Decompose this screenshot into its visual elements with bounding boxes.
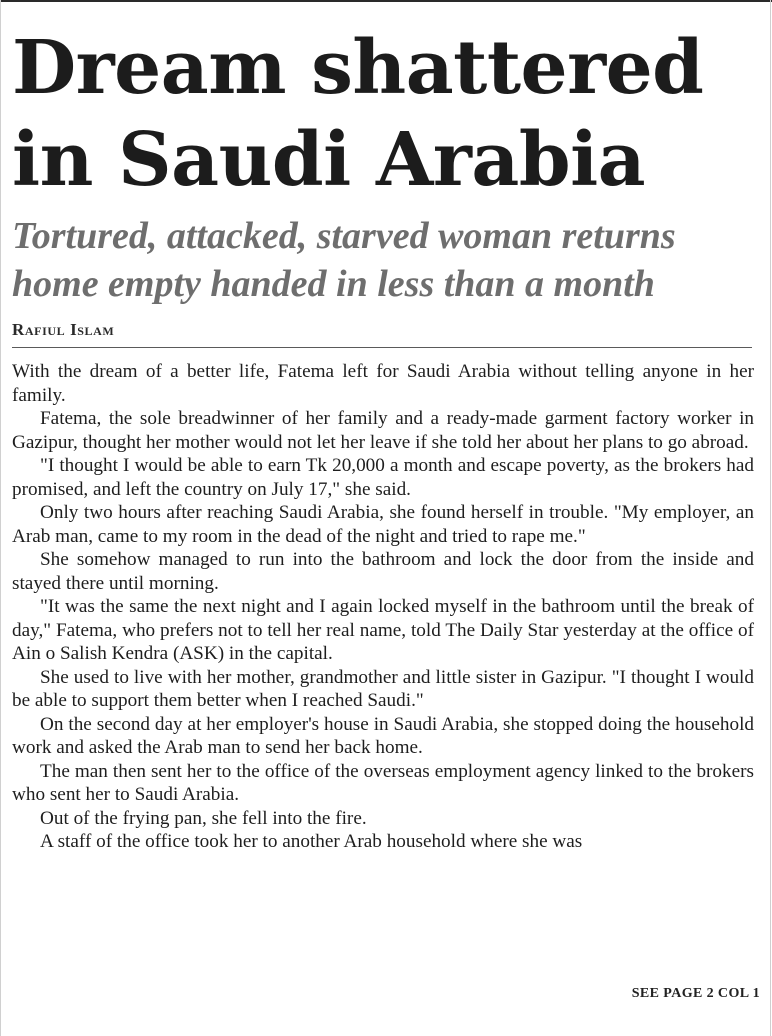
body-paragraph: She used to live with her mother, grandmother and little sister in Gazipur. "I thought I would be able to support them better when I reached Saudi.": [12, 666, 754, 711]
body-paragraph: Only two hours after reaching Saudi Arabia, she found herself in trouble. "My employer, an Arab man, came to my room in the dead of the night and tried to rape me.": [12, 502, 754, 547]
subheadline-line: home empty handed in less than a month: [12, 263, 655, 305]
continuation-jump-line: SEE PAGE 2 COL 1: [631, 986, 760, 1001]
body-paragraph: "I thought I would be able to earn Tk 20,000 a month and escape poverty, as the brokers had promised, and left the country on July 17," she said.: [12, 455, 754, 500]
top-border-rule: [0, 0, 772, 2]
headline: [12, 22, 756, 206]
headline-line: Dream shattered: [12, 25, 704, 111]
body-paragraph: With the dream of a better life, Fatema left for Saudi Arabia without telling anyone in her family.: [12, 361, 754, 406]
body-paragraph: Fatema, the sole breadwinner of her family and a ready-made garment factory worker in Gazipur, thought her mother would not let her leave if she told her about her plans to go abroad.: [12, 408, 754, 453]
subheadline: [12, 212, 756, 308]
news-article: [12, 22, 756, 854]
body-paragraph: A staff of the office took her to another Arab household where she was: [40, 831, 583, 852]
body-paragraph: The man then sent her to the office of the overseas employment agency linked to the brokers who sent her to Saudi Arabia.: [12, 760, 754, 805]
subheadline-line: Tortured, attacked, starved woman returns: [12, 215, 676, 257]
body-paragraph: Out of the frying pan, she fell into the fire.: [40, 807, 367, 829]
left-border-rule: [0, 0, 1, 1036]
right-column-rule: [770, 0, 771, 1036]
byline: Rafiul Islam: [12, 320, 752, 348]
article-body: [12, 360, 754, 854]
body-paragraph: On the second day at her employer's house in Saudi Arabia, she stopped doing the household work and asked the Arab man to send her back home.: [12, 713, 754, 758]
body-paragraph: She somehow managed to run into the bathroom and lock the door from the inside and stayed there until morning.: [12, 549, 754, 594]
headline-line: in Saudi Arabia: [12, 117, 646, 203]
body-paragraph: "It was the same the next night and I again locked myself in the bathroom until the break of day," Fatema, who prefers not to tell her real name, told The Daily Star yesterday at the office of Ain o Salish Kendra (ASK) in the capital.: [12, 596, 754, 664]
